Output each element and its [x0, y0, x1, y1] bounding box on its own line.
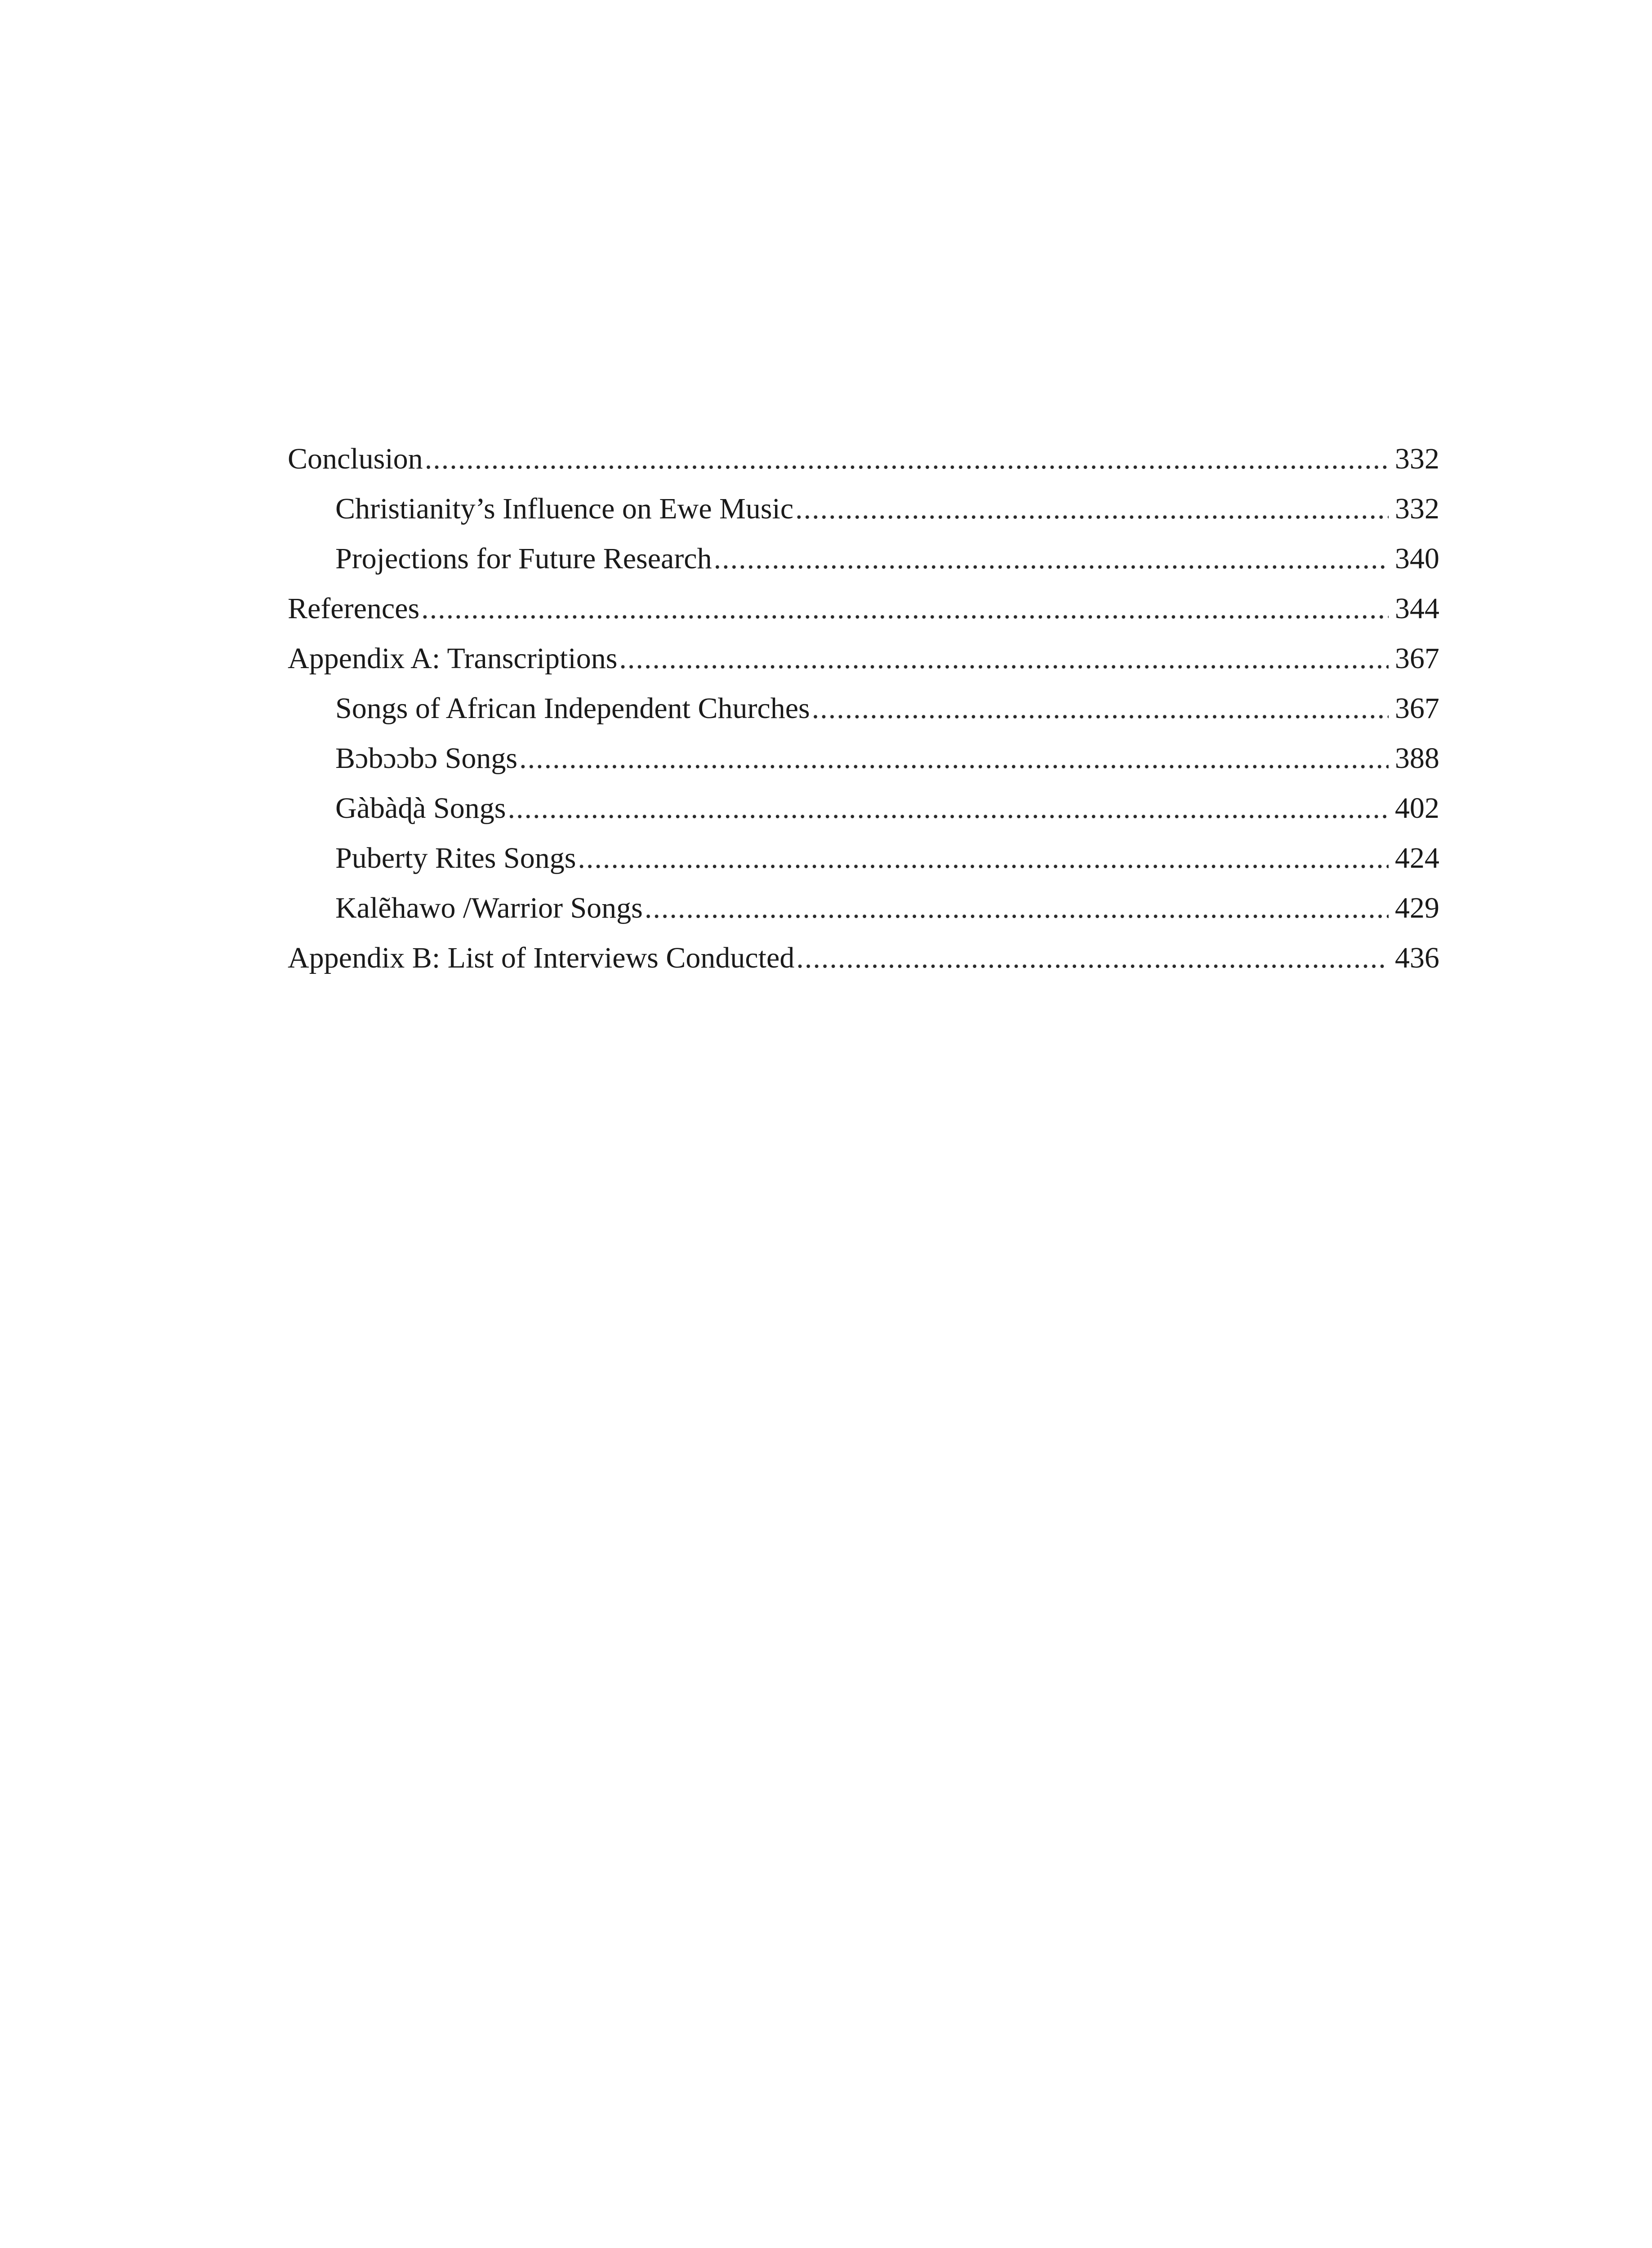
dot-leader: [421, 584, 1389, 633]
toc-entry-page-number: 429: [1395, 892, 1439, 924]
toc-entry-appendix-b[interactable]: [288, 933, 1439, 983]
toc-entry-boboobo-songs[interactable]: [288, 733, 1439, 783]
toc-entry-conclusion[interactable]: [288, 434, 1439, 484]
toc-entry-page-number: 332: [1395, 492, 1439, 525]
toc-entry-title: Appendix B: List of Interviews Conducted: [288, 941, 795, 974]
toc-entry-page-number: 344: [1395, 592, 1439, 625]
toc-entry-title: Gàbàɖà Songs: [335, 792, 506, 825]
toc-entry-page-number: 402: [1395, 792, 1439, 825]
toc-entry-title: Christianity’s Influence on Ewe Music: [335, 492, 794, 525]
toc-entry-page-number: 367: [1395, 692, 1439, 725]
toc-entry-title: Bɔbɔɔbɔ Songs: [335, 742, 518, 775]
toc-entry-title: References: [288, 592, 420, 625]
toc-entry-appendix-a[interactable]: [288, 633, 1439, 683]
dot-leader: [796, 933, 1389, 983]
toc-entry-page-number: 388: [1395, 742, 1439, 775]
toc-entry-warrior-songs[interactable]: [288, 883, 1439, 933]
dot-leader: [645, 883, 1389, 933]
toc-entry-title: Songs of African Independent Churches: [335, 692, 810, 725]
toc-entry-puberty-rites-songs[interactable]: [288, 833, 1439, 883]
toc-entry-african-independent-churches[interactable]: [288, 683, 1439, 733]
dot-leader: [425, 434, 1389, 484]
dot-leader: [519, 733, 1389, 783]
toc-entry-page-number: 436: [1395, 941, 1439, 974]
toc-entry-page-number: 367: [1395, 642, 1439, 675]
toc-entry-page-number: 332: [1395, 442, 1439, 475]
dot-leader: [714, 534, 1389, 584]
toc-entry-projections[interactable]: [288, 534, 1439, 584]
toc-entry-page-number: 424: [1395, 842, 1439, 874]
dot-leader: [578, 833, 1389, 883]
dot-leader: [812, 683, 1389, 733]
toc-entry-title: Conclusion: [288, 442, 423, 475]
toc-entry-references[interactable]: [288, 584, 1439, 633]
toc-entry-title: Puberty Rites Songs: [335, 842, 576, 874]
dot-leader: [795, 484, 1389, 534]
toc-entry-title: Kalẽhawo /Warrior Songs: [335, 892, 643, 924]
toc-entry-title: Appendix A: Transcriptions: [288, 642, 618, 675]
dot-leader: [619, 633, 1389, 683]
toc-entry-title: Projections for Future Research: [335, 542, 712, 575]
toc-entry-christianity-influence[interactable]: [288, 484, 1439, 534]
toc-entry-gabada-songs[interactable]: [288, 783, 1439, 833]
toc-entry-page-number: 340: [1395, 542, 1439, 575]
dot-leader: [508, 783, 1389, 833]
table-of-contents: [288, 434, 1439, 983]
